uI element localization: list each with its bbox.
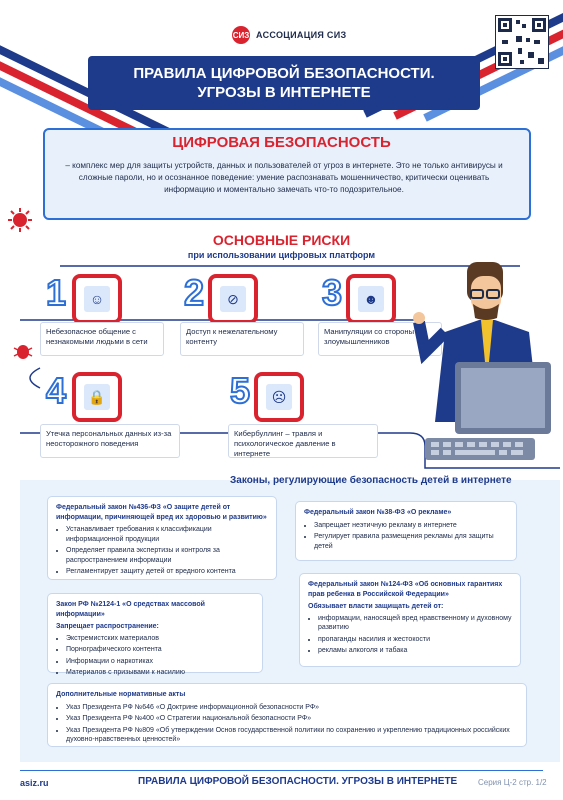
- list-item: • Порнографического контента: [66, 645, 254, 655]
- org-logo: [232, 26, 346, 44]
- org-name: АССОЦИАЦИЯ СИЗ: [256, 30, 347, 40]
- man-at-computer-illustration: [405, 262, 555, 472]
- risk-number: 2: [184, 272, 205, 313]
- list-item: • Указ Президента РФ №646 «О Доктрине информационной безопасности РФ»: [66, 703, 518, 713]
- law-2124-box: [48, 594, 262, 676]
- law-2124-head: Закон РФ №2124-1 «О средствах массовой информации»: [56, 601, 205, 618]
- list-item: • Запрещает неэтичную рекламу в интернете: [314, 521, 508, 531]
- definition-text: – комплекс мер для защиты устройств, данных и пользователей от угроз в интернете. Это не только антивирусы и сложные пароли, но и осознанное поведение: умение распознавать мошенничество, критически оценивать информацию и моментально замечать что-то подозрительное.: [65, 161, 503, 194]
- law-38-head: Федеральный закон №38-ФЗ «О рекламе»: [304, 509, 452, 516]
- list-item: • рекламы алкоголя и табака: [318, 646, 512, 656]
- laws-title: Законы, регулирующие безопасность детей в интернете: [230, 475, 512, 486]
- law-436-head: Федеральный закон №436-ФЗ «О защите детей от информации, причиняющей вред их здоровью и развитию»: [56, 504, 267, 521]
- law-436-box: [48, 497, 276, 579]
- logo-mark: СИЗ: [232, 26, 250, 44]
- list-item: • Устанавливает требования к классификации информационной продукции: [66, 525, 268, 544]
- extra-acts-head: Дополнительные нормативные акты: [56, 691, 186, 698]
- risk-badge: [72, 372, 122, 422]
- risk-badge: [346, 274, 396, 324]
- extra-acts-box: [48, 684, 526, 746]
- blocked-content-icon: ⊘: [220, 286, 246, 312]
- law-124-box: [300, 574, 520, 666]
- risk-number: 1: [46, 272, 67, 313]
- hacker-icon: ☻: [358, 286, 384, 312]
- law-2124-sub: Запрещает распространение:: [56, 623, 159, 630]
- risk-number: 4: [46, 370, 67, 411]
- risk-badge: [254, 372, 304, 422]
- page-title: [88, 56, 480, 110]
- risks-title: ОСНОВНЫЕ РИСКИ: [212, 232, 351, 248]
- risk-card: Небезопасное общение с незнакомыми людьми в сети: [40, 322, 164, 356]
- risk-card: Кибербуллинг – травля и психологическое давление в интернете: [228, 424, 378, 458]
- list-item: • Регулирует правила размещения рекламы для защиты детей: [314, 532, 508, 551]
- footer-divider: [20, 770, 543, 771]
- risk-badge: [208, 274, 258, 324]
- risk-badge: [72, 274, 122, 324]
- title-line-1: ПРАВИЛА ЦИФРОВОЙ БЕЗОПАСНОСТИ.: [133, 65, 435, 82]
- list-item: • Регламентирует защиту детей от вредного контента: [66, 567, 268, 577]
- risk-card: Манипуляции со стороны злоумышленников: [318, 322, 442, 356]
- list-item: • пропаганды насилия и жестокости: [318, 635, 512, 645]
- risk-card: Утечка персональных данных из-за неосторожного поведения: [40, 424, 180, 458]
- title-line-2: УГРОЗЫ В ИНТЕРНЕТЕ: [197, 84, 371, 101]
- bullying-icon: ☹: [266, 384, 292, 410]
- list-item: • Указ Президента РФ №809 «Об утверждении Основ государственной политики по сохранению и укреплению традиционных российских духовно-нравственных ценностей»: [66, 726, 518, 745]
- law-124-sub: Обязывает власти защищать детей от:: [308, 603, 444, 610]
- list-item: • Определяет правила экспертизы и контроля за распространением информации: [66, 546, 268, 565]
- law-38-box: [296, 502, 516, 560]
- list-item: • Информации о наркотиках: [66, 657, 254, 667]
- list-item: • Указ Президента РФ №400 «О Стратегии национальной безопасности РФ»: [66, 714, 518, 724]
- law-124-head: Федеральный закон №124-ФЗ «Об основных гарантиях прав ребенка в Российской Федерации»: [308, 581, 503, 598]
- list-item: • Материалов с призывами к насилию: [66, 668, 254, 678]
- risk-card: Доступ к нежелательному контенту: [180, 322, 304, 356]
- qr-code[interactable]: [495, 15, 549, 69]
- list-item: • Экстремистских материалов: [66, 634, 254, 644]
- people-icon: ☺: [84, 286, 110, 312]
- risk-number: 5: [230, 370, 251, 411]
- risk-number: 3: [322, 272, 343, 313]
- footer-title: ПРАВИЛА ЦИФРОВОЙ БЕЗОПАСНОСТИ. УГРОЗЫ В ИНТЕРНЕТЕ: [138, 776, 458, 787]
- list-item: • информации, наносящей вред нравственному и духовному развитию: [318, 614, 512, 633]
- definition-title: ЦИФРОВАЯ БЕЗОПАСНОСТЬ: [172, 134, 391, 151]
- risks-subtitle: при использовании цифровых платформ: [187, 250, 376, 260]
- document-lock-icon: 🔒: [84, 384, 110, 410]
- footer-site-link[interactable]: asiz.ru: [20, 778, 49, 788]
- footer-series: Серия Ц-2 стр. 1/2: [478, 778, 547, 787]
